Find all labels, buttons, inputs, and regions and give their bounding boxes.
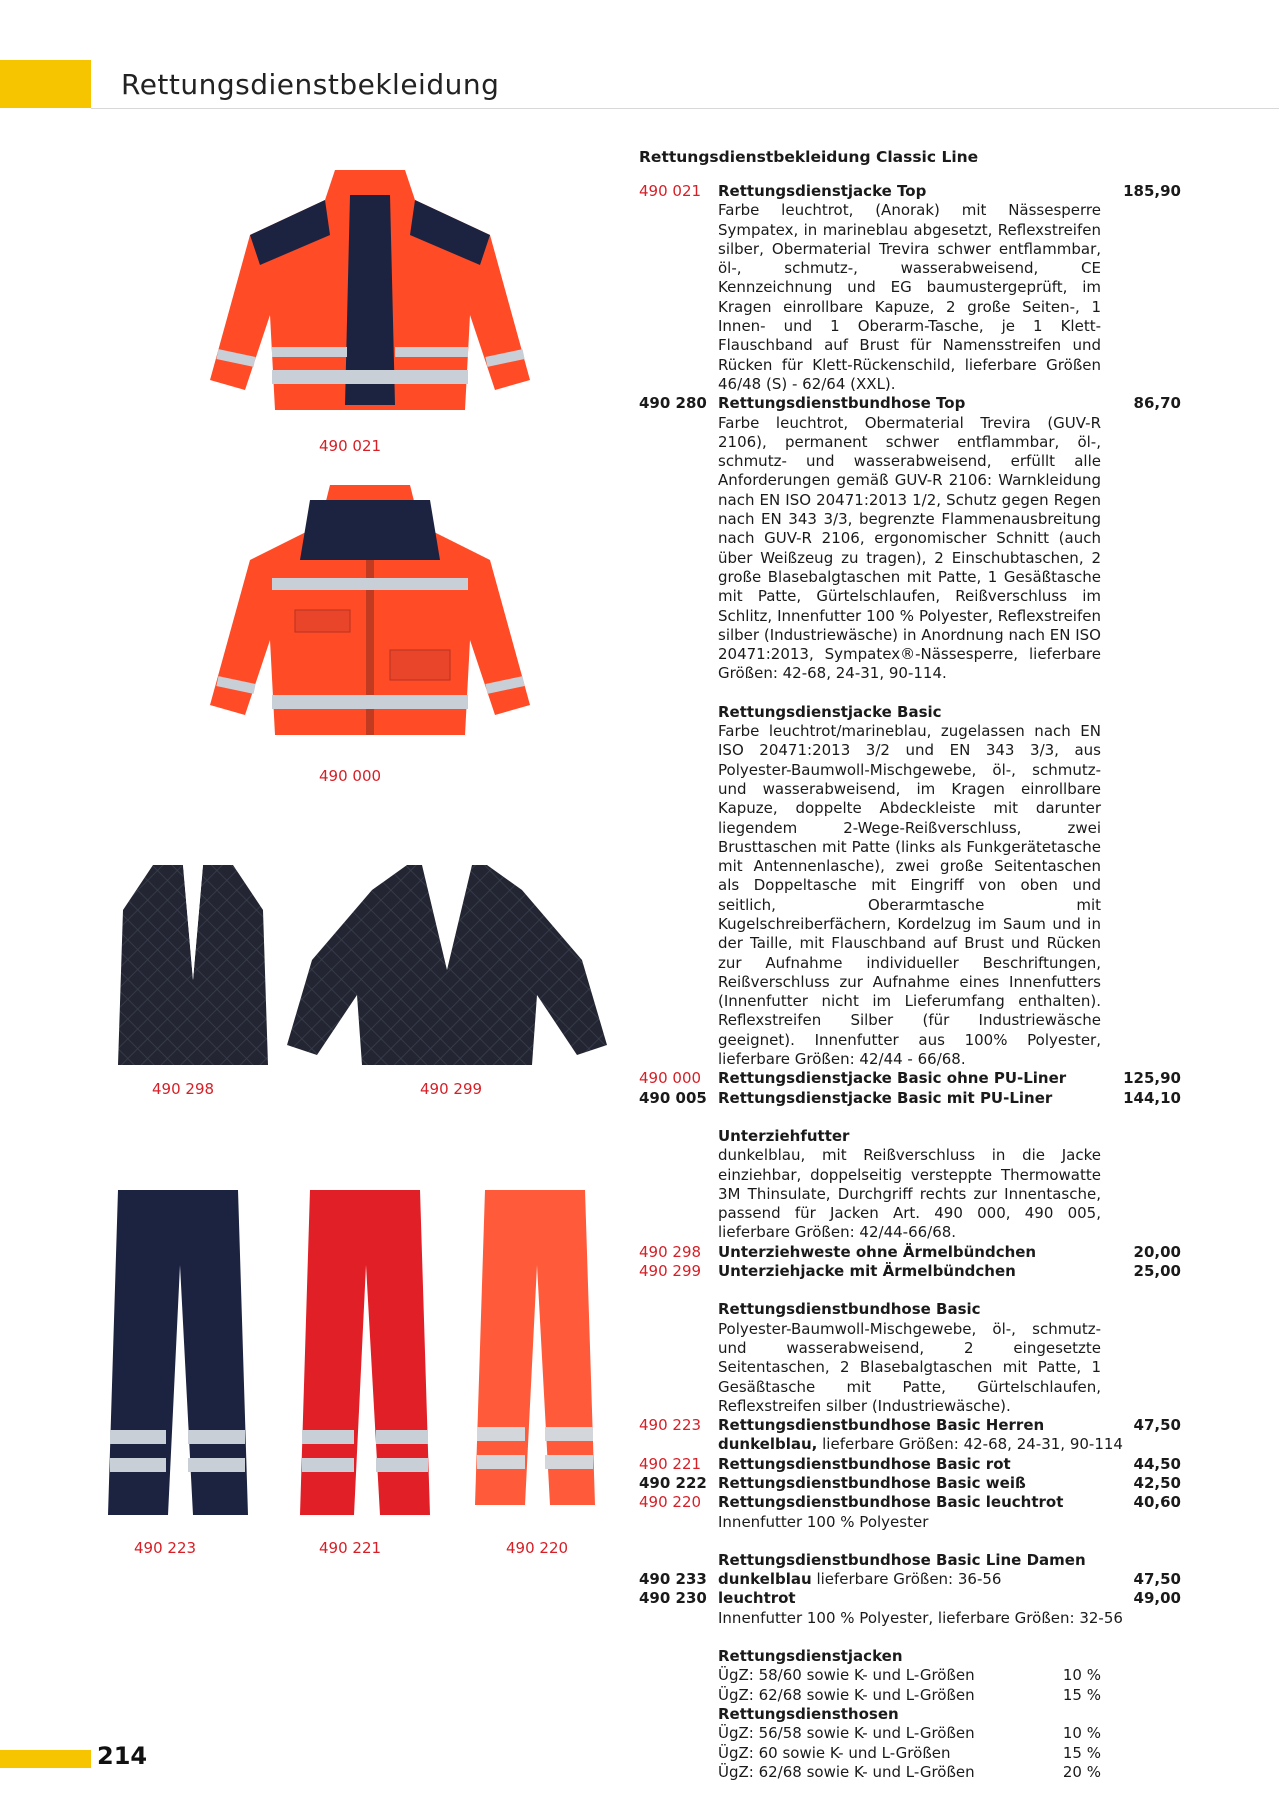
list-item <box>639 394 1181 413</box>
article-number: 490 005 <box>639 1088 707 1107</box>
list-item <box>639 1513 1181 1532</box>
product-name: Rettungsdienstbundhose Basic Line Damen <box>718 1550 1086 1569</box>
product-description: Farbe leuchtrot/marineblau, zugelassen nach EN ISO 20471:2013 3/2 und EN 343 3/3, aus Polyester-Baumwoll-Mischgewebe, öl-, schmutz- und wasserabweisend, im Kragen einrollbare Kapuze, doppelte Abdeckleiste mit darunter liegendem 2-Wege-Reißverschluss, zwei Brusttaschen mit Patte (links als Funkgerätetasche mit Antennenlasche), zwei große Seitentaschen als Doppeltasche mit Eingriff von oben und seitlich, Oberarmtasche mit Kugelschreiberfächern, Kordelzug im Saum und in der Taille, mit Flauschband auf Brust und Rücken zur Aufnahme individueller Beschriftungen, Reißverschluss zur Aufnahme eines Innenfutters (Innenfutter nicht im Lieferumfang enthalten). Reflexstreifen Silber (für Industriewäsche geeignet). Innenfutter aus 100% Polyester, lieferbare Größen: 42/44 - 66/68. <box>718 722 1101 1069</box>
list-item <box>639 722 1181 1069</box>
article-number: 490 230 <box>639 1589 707 1608</box>
list-item <box>639 1551 1181 1570</box>
caption-liner-jacket: 490 299 <box>420 1080 483 1098</box>
product-price: 125,90 <box>1123 1069 1181 1088</box>
product-name: Unterziehfutter <box>718 1126 850 1145</box>
list-item <box>639 1127 1181 1146</box>
surcharge-row: ÜgZ: 58/60 sowie K- und L-Größen 10 % <box>718 1666 1101 1685</box>
product-note: Innenfutter 100 % Polyester <box>718 1512 929 1531</box>
product-name: Rettungsdienstjacke Basic mit PU-Liner <box>718 1088 1053 1107</box>
section-title: Rettungsdienstbekleidung Classic Line <box>639 148 979 166</box>
article-number: 490 222 <box>639 1474 707 1492</box>
article-number: 490 221 <box>639 1454 702 1473</box>
list-item <box>639 1589 1181 1608</box>
product-price: 42,50 <box>1133 1474 1181 1492</box>
pants-navy-image <box>98 1185 258 1525</box>
list-item <box>639 414 1181 684</box>
product-sizes: lieferbare Größen: 42-68, 24-31, 90-114 <box>817 1435 1123 1454</box>
article-number: 490 000 <box>639 1069 702 1088</box>
product-name: Rettungsdienstjacke Basic ohne PU-Liner <box>718 1069 1067 1088</box>
list-item <box>639 1069 1181 1088</box>
product-color: dunkelblau <box>718 1570 812 1589</box>
list-item <box>639 1243 1181 1262</box>
product-sizes: lieferbare Größen: 36-56 <box>811 1570 1002 1589</box>
product-price: 25,00 <box>1133 1262 1181 1281</box>
product-name: Unterziehweste ohne Ärmelbündchen <box>718 1242 1037 1261</box>
caption-vest: 490 298 <box>152 1080 215 1098</box>
list-item <box>639 1647 1181 1782</box>
article-number: 490 299 <box>639 1262 702 1281</box>
product-name: Unterziehjacke mit Ärmelbündchen <box>718 1262 1016 1281</box>
vest-image <box>108 860 278 1075</box>
product-name: Rettungsdienstbundhose Top <box>718 394 966 413</box>
surcharge-title: Rettungsdiensthosen <box>718 1704 899 1723</box>
surcharge-row: ÜgZ: 62/68 sowie K- und L-Größen 20 % <box>718 1762 1101 1781</box>
list-item <box>639 1435 1181 1454</box>
page-number: 214 <box>97 1742 148 1770</box>
product-name: Rettungsdienstjacke Basic <box>718 702 942 721</box>
caption-pants-red: 490 221 <box>319 1539 382 1557</box>
product-name: Rettungsdienstbundhose Basic leuchtrot <box>718 1493 1064 1512</box>
list-item <box>639 1262 1181 1281</box>
list-item <box>639 1146 1181 1242</box>
list-item <box>639 1474 1181 1493</box>
list-item <box>639 1493 1181 1512</box>
article-number: 490 220 <box>639 1493 702 1512</box>
product-price: 49,00 <box>1133 1589 1181 1608</box>
footer-accent-bar <box>0 1750 91 1768</box>
list-item <box>639 1300 1181 1319</box>
caption-pants-orange: 490 220 <box>506 1539 569 1557</box>
list-item <box>639 703 1181 722</box>
list-item <box>639 1609 1181 1628</box>
surcharge-title: Rettungsdienstjacken <box>718 1647 903 1666</box>
surcharge-row: ÜgZ: 62/68 sowie K- und L-Größen 15 % <box>718 1685 1101 1704</box>
product-name: Rettungsdienstbundhose Basic Herren <box>718 1416 1045 1435</box>
product-name: Rettungsdienstjacke Top <box>718 182 927 200</box>
jacket-basic-image <box>190 480 550 750</box>
product-listing <box>639 148 1181 1782</box>
product-name: Rettungsdienstbundhose Basic <box>718 1300 981 1319</box>
product-description: Farbe leuchtrot, Obermaterial Trevira (GUV-R 2106), permanent schwer entflammbar, öl-, schmutz- und wasserabweisend, erfüllt alle Anforderungen gemäß GUV-R 2106: Warnkleidung nach EN ISO 20471:2013 1/2, Schutz gegen Regen nach EN 343 3/3, begrenzte Flammenausbreitung nach GUV-R 2106, ergonomischer Schnitt (auch über Weißzeug zu tragen), 2 Einschubtaschen, 2 große Blasebalgtaschen mit Patte, 1 Gesäßtasche mit Patte, Gürtelschlaufen, Reißverschluss im Schlitz, Innenfutter 100 % Polyester, Reflexstreifen silber (Industriewäsche) in Anordnung nach EN ISO 20471:2013, Sympatex®-Nässesperre, lieferbare Größen: 42-68, 24-31, 90-114. <box>718 413 1101 683</box>
product-price: 47,50 <box>1133 1570 1181 1589</box>
surcharge-row: ÜgZ: 56/58 sowie K- und L-Größen 10 % <box>718 1724 1101 1743</box>
product-description: Polyester-Baumwoll-Mischgewebe, öl-, schmutz- und wasserabweisend, 2 eingesetzte Seitentaschen, 2 Blasebalgtaschen mit Patte, 1 Gesäßtasche mit Patte, Gürtelschlaufen, Reflexstreifen silber (Industriewäsche). <box>718 1319 1101 1415</box>
product-name: Rettungsdienstbundhose Basic weiß <box>718 1474 1026 1492</box>
list-item <box>639 1089 1181 1108</box>
article-number: 490 298 <box>639 1242 702 1261</box>
pants-orange-image <box>465 1185 605 1525</box>
product-price: 144,10 <box>1123 1088 1181 1107</box>
article-number: 490 223 <box>639 1416 702 1435</box>
list-item <box>639 1570 1181 1589</box>
article-number: 490 233 <box>639 1570 707 1589</box>
product-price: 20,00 <box>1133 1242 1181 1261</box>
list-item <box>639 201 1181 394</box>
header-accent-bar <box>0 60 91 108</box>
list-item <box>639 1416 1181 1435</box>
product-description: dunkelblau, mit Reißverschluss in die Jacke einziehbar, doppelseitig versteppte Thermowatte 3M Thinsulate, Durchgriff rechts zur Innentasche, passend für Jacken Art. 490 000, 490 005, lieferbare Größen: 42/44-66/68. <box>718 1146 1101 1242</box>
product-color: leuchtrot <box>718 1589 796 1608</box>
list-item <box>639 1320 1181 1416</box>
product-price: 40,60 <box>1133 1493 1181 1512</box>
list-item <box>639 1455 1181 1474</box>
pants-red-image <box>290 1185 440 1525</box>
product-color: dunkelblau, <box>718 1435 818 1454</box>
product-price: 185,90 <box>1123 182 1181 200</box>
liner-jacket-image <box>282 860 612 1075</box>
product-price: 86,70 <box>1133 394 1181 413</box>
article-number: 490 280 <box>639 394 707 413</box>
article-number: 490 021 <box>639 182 702 200</box>
product-price: 47,50 <box>1133 1416 1181 1435</box>
jacket-top-image <box>190 165 550 425</box>
surcharge-row: ÜgZ: 60 sowie K- und L-Größen 15 % <box>718 1743 1101 1762</box>
caption-pants-navy: 490 223 <box>134 1539 197 1557</box>
product-description: Farbe leuchtrot, (Anorak) mit Nässesperre Sympatex, in marineblau abgesetzt, Reflexstreifen silber, Obermaterial Trevira schwer entflammbar, öl-, schmutz-, wasserabweisend, CE Kennzeichnung und EG baumustergeprüft, im Kragen einrollbare Kapuze, 2 große Seiten-, 1 Innen- und 1 Oberarm-Tasche, je 1 Klett-Flauschband auf Brust für Namensstreifen und Rücken für Klett-Rückenschild, lieferbare Größen 46/48 (S) - 62/64 (XXL). <box>718 201 1101 393</box>
product-note: Innenfutter 100 % Polyester, lieferbare Größen: 32-56 <box>718 1608 1123 1627</box>
caption-jacket-top: 490 021 <box>319 437 382 455</box>
product-price: 44,50 <box>1133 1454 1181 1473</box>
list-item <box>639 182 1181 201</box>
product-name: Rettungsdienstbundhose Basic rot <box>718 1454 1011 1473</box>
page-title: Rettungsdienstbekleidung <box>121 68 500 101</box>
caption-jacket-basic: 490 000 <box>319 767 382 785</box>
